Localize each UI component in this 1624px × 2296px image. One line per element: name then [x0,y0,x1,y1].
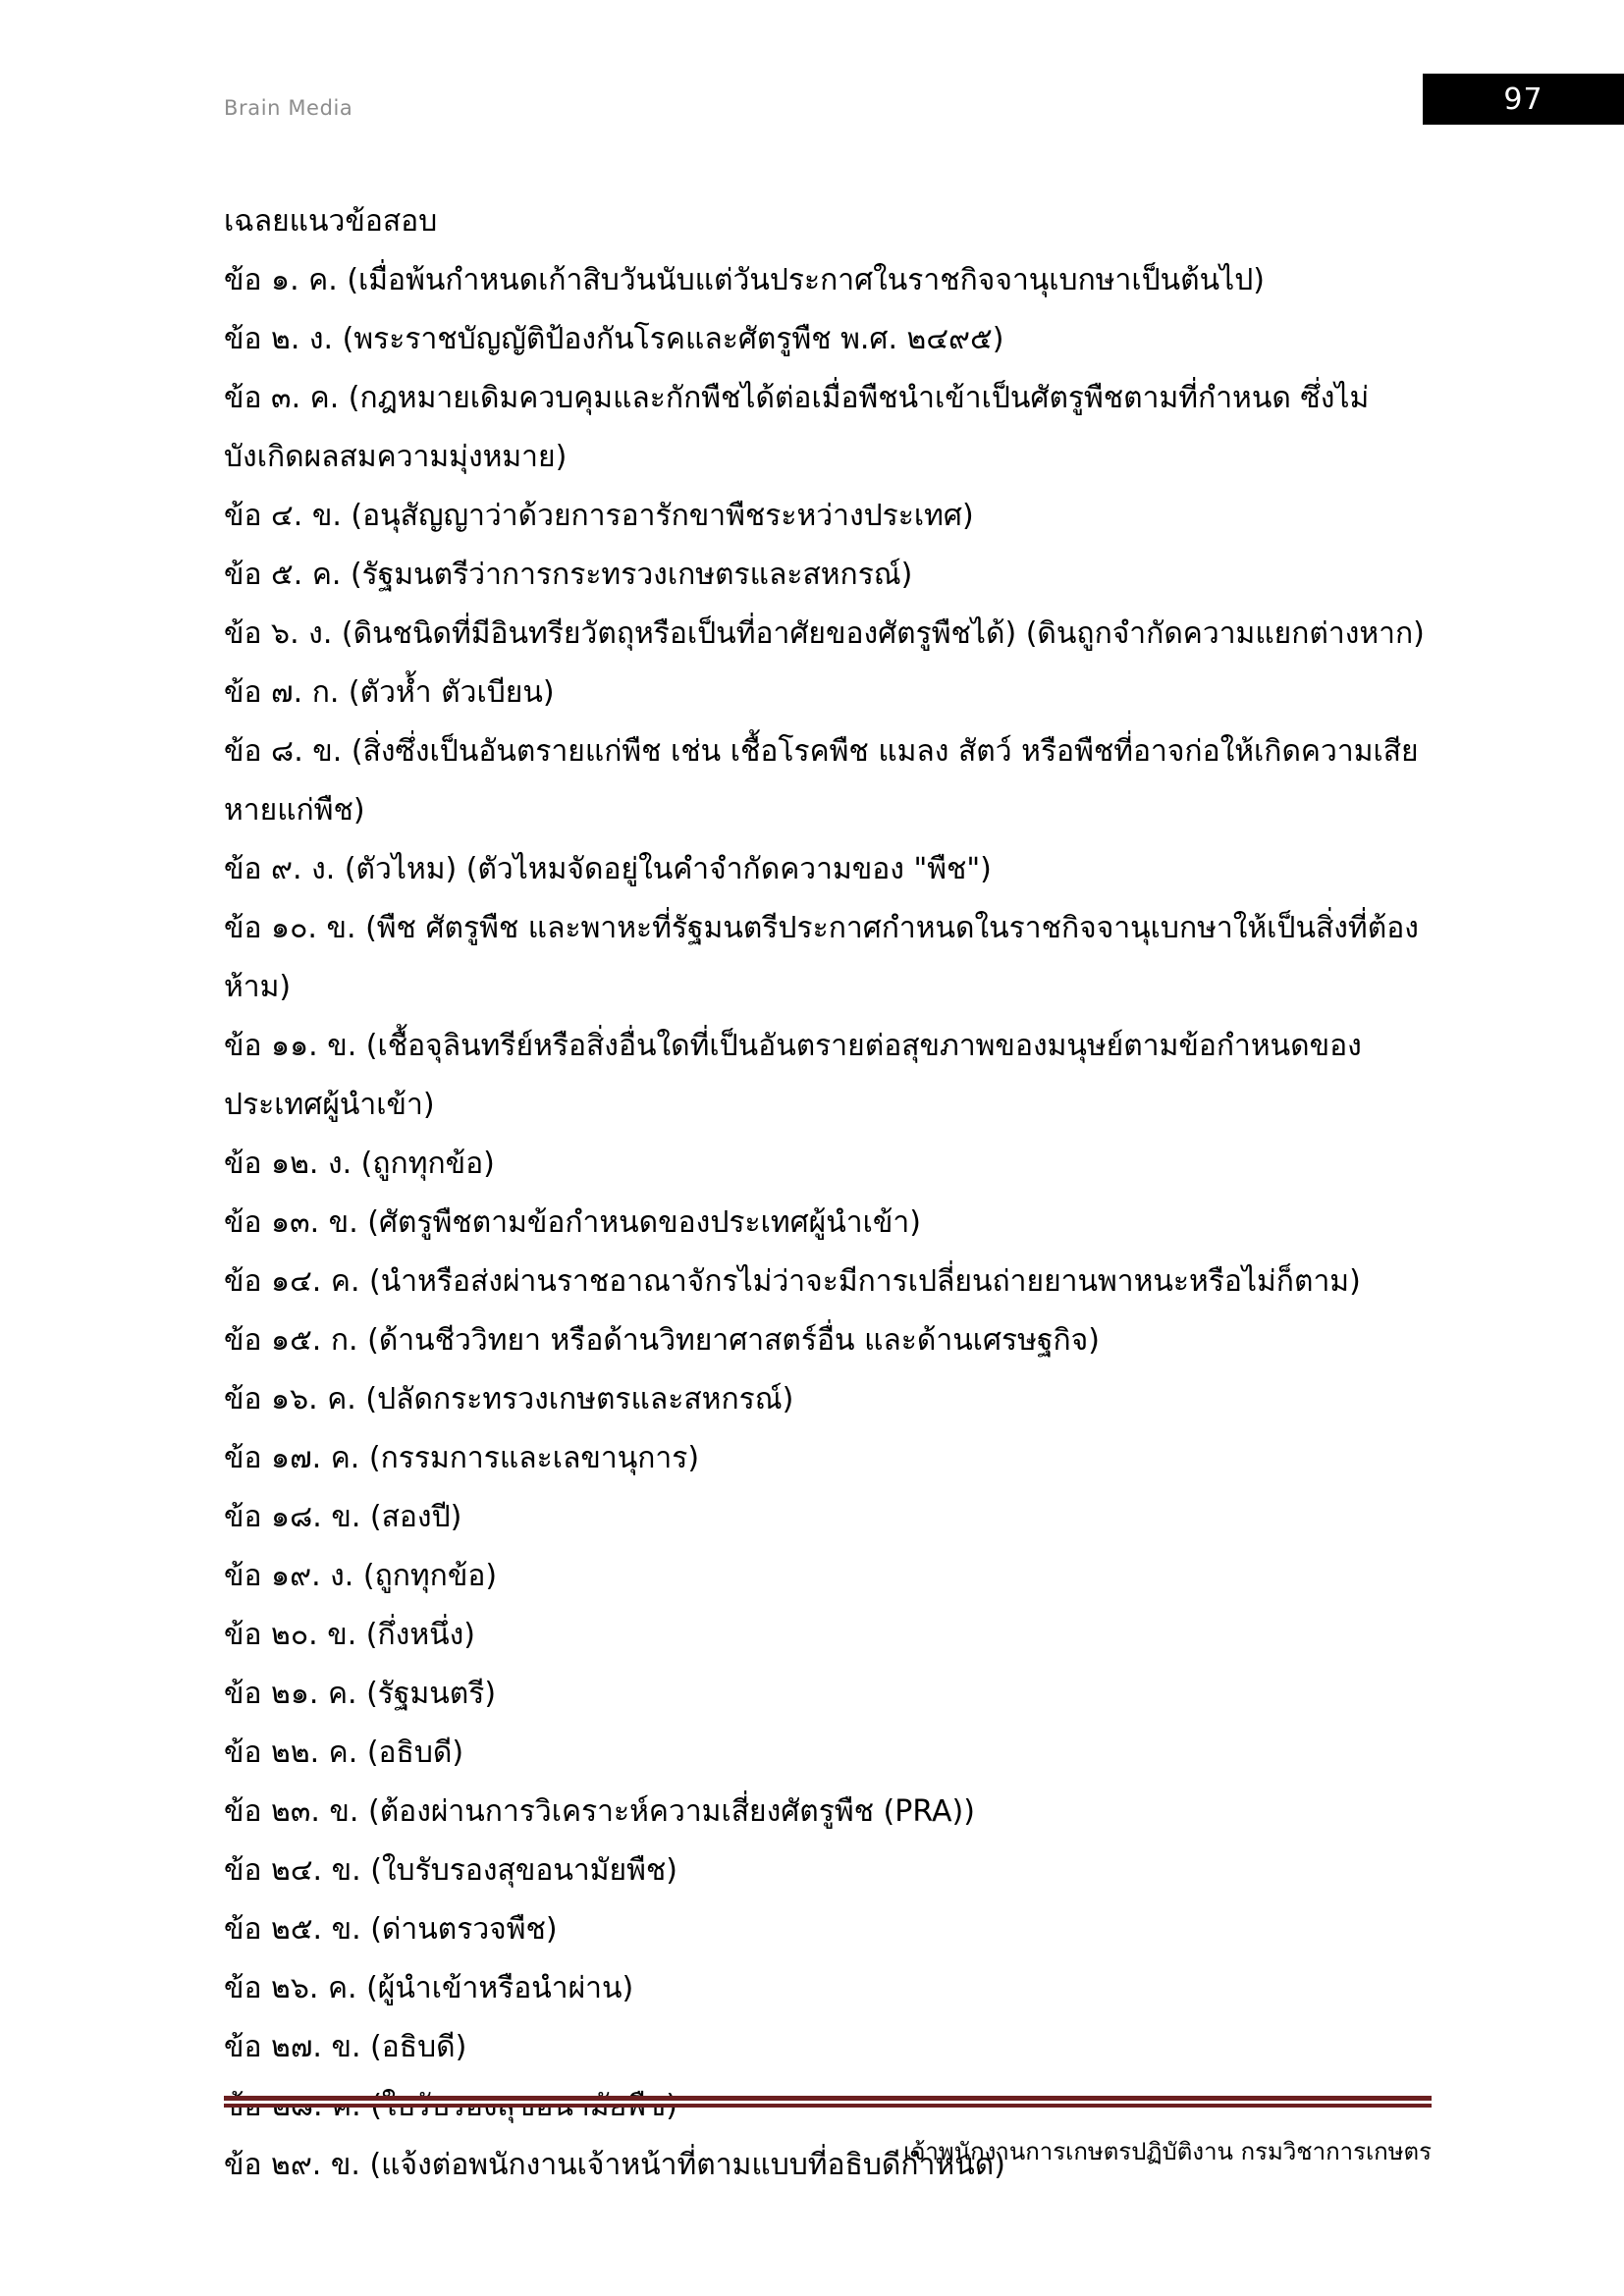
answer-item: ข้อ ๕. ค. (รัฐมนตรีว่าการกระทรวงเกษตรและสหกรณ์) [224,558,913,592]
page-title: เฉลยแนวข้อสอบ [224,204,438,239]
brand-label: Brain Media [224,96,353,120]
answer-item: ข้อ ๒๐. ข. (กึ่งหนึ่ง) [224,1618,475,1652]
answer-item: ข้อ ๒๑. ค. (รัฐมนตรี) [224,1677,497,1711]
footer-divider [224,2096,1432,2108]
answer-list [224,251,1432,2195]
answer-item: ข้อ ๒. ง. (พระราชบัญญัติป้องกันโรคและศัตรูพืช พ.ศ. ๒๔๙๕) [224,322,1004,356]
answer-item: ข้อ ๒๖. ค. (ผู้นำเข้าหรือนำผ่าน) [224,1971,634,2005]
answer-item: ข้อ ๑๑. ข. (เชื้อจุลินทรีย์หรือสิ่งอื่นใดที่เป็นอันตรายต่อสุขภาพของมนุษย์ตามข้อกำหนดของประเทศผู้นำเข้า) [224,1029,1362,1122]
answer-item: ข้อ ๖. ง. (ดินชนิดที่มีอินทรียวัตถุหรือเป็นที่อาศัยของศัตรูพืชได้) (ดินถูกจำกัดความแยกต่างหาก) [224,616,1425,651]
answer-item: ข้อ ๗. ก. (ตัวห้ำ ตัวเบียน) [224,675,555,710]
answer-item: ข้อ ๘. ข. (สิ่งซึ่งเป็นอันตรายแก่พืช เช่น เชื้อโรคพืช แมลง สัตว์ หรือพืชที่อาจก่อให้เกิดความเสียหายแก่พืช) [224,734,1419,828]
answer-item: ข้อ ๑๙. ง. (ถูกทุกข้อ) [224,1559,498,1593]
document-content [224,192,1432,2195]
answer-item: ข้อ ๒๒. ค. (อธิบดี) [224,1735,464,1770]
answer-item: ข้อ ๑๓. ข. (ศัตรูพืชตามข้อกำหนดของประเทศผู้นำเข้า) [224,1205,921,1240]
answer-item: ข้อ ๑๖. ค. (ปลัดกระทรวงเกษตรและสหกรณ์) [224,1382,794,1416]
page-header [0,0,1624,147]
footer-label: เจ้าพนักงานการเกษตรปฏิบัติงาน กรมวิชาการเกษตร [903,2138,1432,2165]
answer-item: ข้อ ๑. ค. (เมื่อพ้นกำหนดเก้าสิบวันนับแต่วันประกาศในราชกิจจานุเบกษาเป็นต้นไป) [224,263,1266,297]
answer-item: ข้อ ๑๐. ข. (พืช ศัตรูพืช และพาหะที่รัฐมนตรีประกาศกำหนดในราชกิจจานุเบกษาให้เป็นสิ่งที่ต้องห้าม) [224,911,1419,1004]
answer-item: ข้อ ๙. ง. (ตัวไหม) (ตัวไหมจัดอยู่ในคำจำกัดความของ "พืช") [224,852,992,886]
answer-item: ข้อ ๒๔. ข. (ใบรับรองสุขอนามัยพืช) [224,1853,677,1888]
answer-item: ข้อ ๒๓. ข. (ต้องผ่านการวิเคราะห์ความเสี่ยงศัตรูพืช (PRA)) [224,1794,975,1829]
answer-item: ข้อ ๑๗. ค. (กรรมการและเลขานุการ) [224,1441,700,1475]
answer-item: ข้อ ๒๗. ข. (อธิบดี) [224,2030,467,2064]
answer-item: ข้อ ๔. ข. (อนุสัญญาว่าด้วยการอารักขาพืชระหว่างประเทศ) [224,499,974,533]
answer-item: ข้อ ๑๔. ค. (นำหรือส่งผ่านราชอาณาจักรไม่ว่าจะมีการเปลี่ยนถ่ายยานพาหนะหรือไม่ก็ตาม) [224,1264,1361,1299]
page-number-badge: 97 [1423,74,1624,125]
page-footer [224,2096,1432,2168]
answer-item: ข้อ ๓. ค. (กฎหมายเดิมควบคุมและกักพืชได้ต่อเมื่อพืชนำเข้าเป็นศัตรูพืชตามที่กำหนด ซึ่งไม่บังเกิดผลสมความมุ่งหมาย) [224,381,1370,474]
answer-item: ข้อ ๑๘. ข. (สองปี) [224,1500,462,1534]
answer-item: ข้อ ๑๕. ก. (ด้านชีววิทยา หรือด้านวิทยาศาสตร์อื่น และด้านเศรษฐกิจ) [224,1323,1100,1358]
answer-item: ข้อ ๑๒. ง. (ถูกทุกข้อ) [224,1147,495,1181]
answer-item: ข้อ ๒๙. ข. (แจ้งต่อพนักงานเจ้าหน้าที่ตามแบบที่อธิบดีกำหนด) [224,2148,1005,2182]
answer-item: ข้อ ๒๕. ข. (ด่านตรวจพืช) [224,1912,558,1947]
